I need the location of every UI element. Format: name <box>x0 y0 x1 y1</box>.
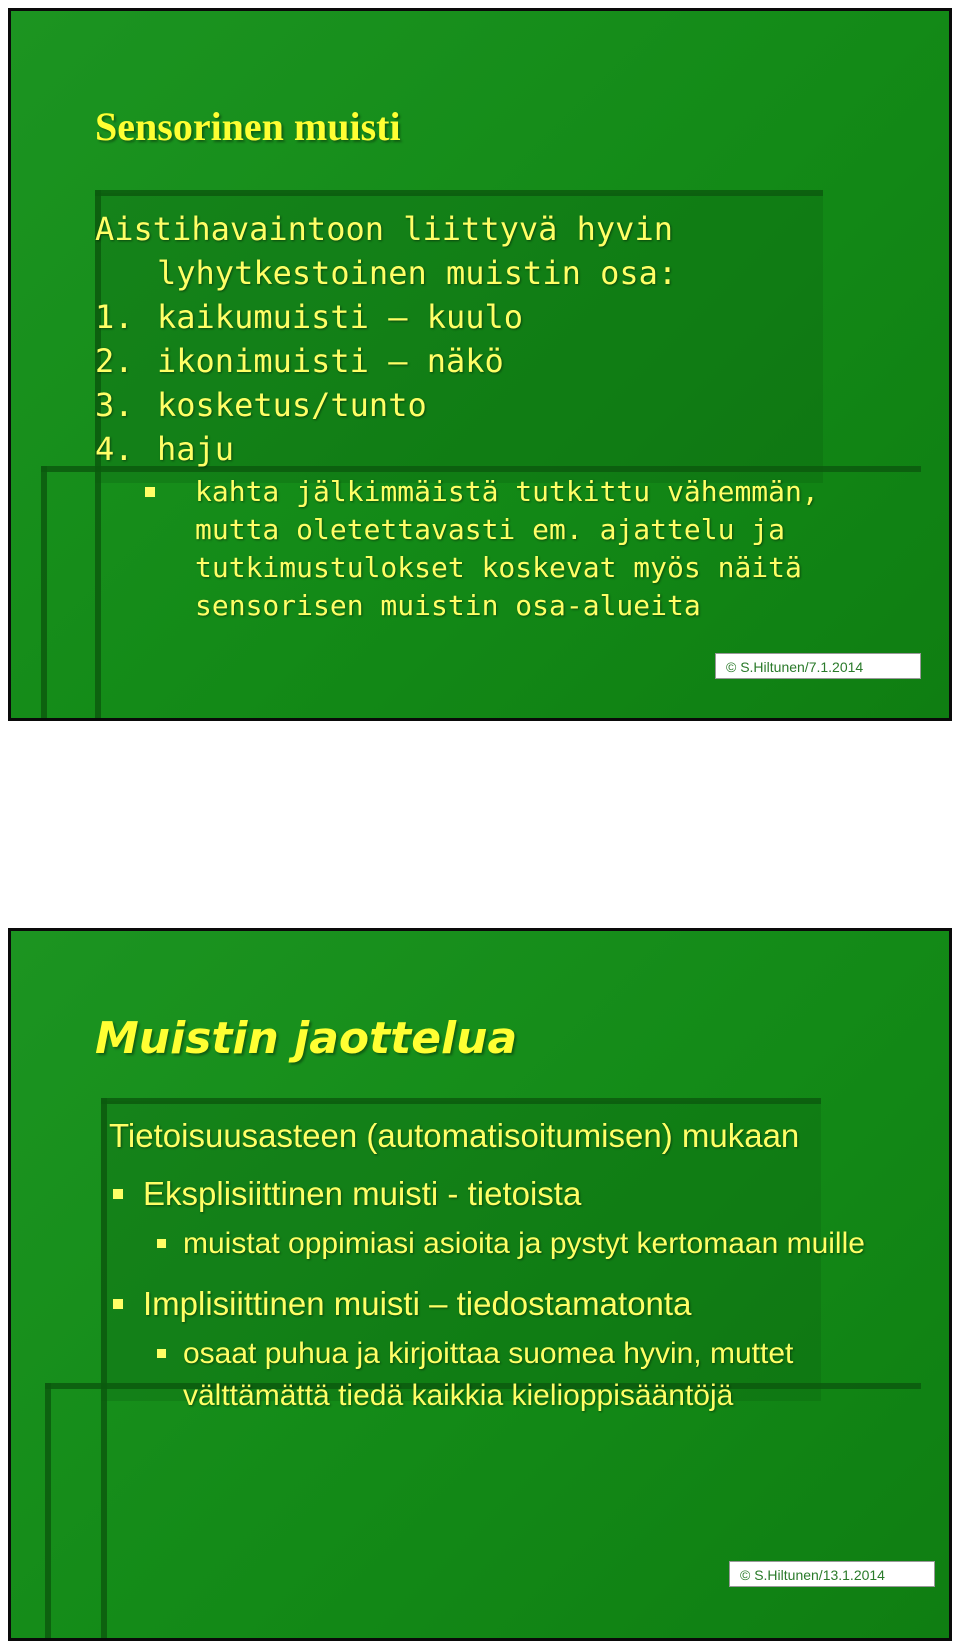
bullet-item <box>109 1171 919 1217</box>
sub-bullet-text: muistat oppimiasi asioita ja pystyt kertomaan muille <box>183 1227 865 1260</box>
square-bullet-icon <box>113 1299 123 1309</box>
bullet-text: Eksplisiittinen muisti - tietoista <box>143 1175 582 1212</box>
copyright-footer: © S.Hiltunen/13.1.2014 <box>729 1561 935 1587</box>
intro-text: Tietoisuusasteen (automatisoitumisen) mukaan <box>109 1117 800 1154</box>
intro-line: Aistihavaintoon liittyvä hyvin <box>95 210 673 248</box>
decorative-bar <box>45 1383 51 1641</box>
bullet-item <box>109 1281 919 1327</box>
sub-bullet <box>95 473 915 625</box>
slide-muistin-jaottelua <box>8 928 952 1641</box>
bullet-text: Implisiittinen muisti – tiedostamatonta <box>143 1285 692 1322</box>
list-item <box>95 383 915 427</box>
list-item <box>95 295 915 339</box>
sub-bullet-text: osaat puhua ja kirjoittaa suomea hyvin, muttet välttämättä tiedä kaikkia kielioppisääntöjä <box>183 1337 794 1412</box>
square-bullet-icon <box>145 487 155 497</box>
list-number: 4. <box>95 430 134 468</box>
decorative-bar <box>95 190 823 196</box>
list-item-text: haju <box>157 430 235 468</box>
list-item <box>95 427 915 471</box>
decorative-bar <box>101 1098 107 1641</box>
square-bullet-icon <box>157 1349 166 1358</box>
list-number: 3. <box>95 386 134 424</box>
list-item-text: kosketus/tunto <box>157 386 427 424</box>
list-item-text: ikonimuisti – näkö <box>157 342 504 380</box>
sub-bullet-item <box>109 1333 919 1417</box>
list-number: 2. <box>95 342 134 380</box>
slide-body <box>95 207 915 625</box>
list-number: 1. <box>95 298 134 336</box>
sub-bullet-item <box>109 1223 919 1265</box>
decorative-bar <box>41 466 47 721</box>
slide-title: Muistin jaottelua <box>95 1013 518 1064</box>
sub-bullet-text: kahta jälkimmäistä tutkittu vähemmän, mutta oletettavasti em. ajattelu ja tutkimustulokset koskevat myös näitä sensorisen muistin osa-alueita <box>195 475 819 622</box>
square-bullet-icon <box>113 1189 123 1199</box>
slide-title: Sensorinen muisti <box>95 104 401 149</box>
intro-line: lyhytkestoinen muistin osa: <box>157 254 678 292</box>
square-bullet-icon <box>157 1239 166 1248</box>
list-item-text: kaikumuisti – kuulo <box>157 298 524 336</box>
copyright-footer: © S.Hiltunen/7.1.2014 <box>715 653 921 679</box>
list-item <box>95 339 915 383</box>
decorative-bar <box>101 1098 821 1104</box>
slide-body <box>109 1113 919 1433</box>
slide-sensorinen-muisti <box>8 8 952 721</box>
